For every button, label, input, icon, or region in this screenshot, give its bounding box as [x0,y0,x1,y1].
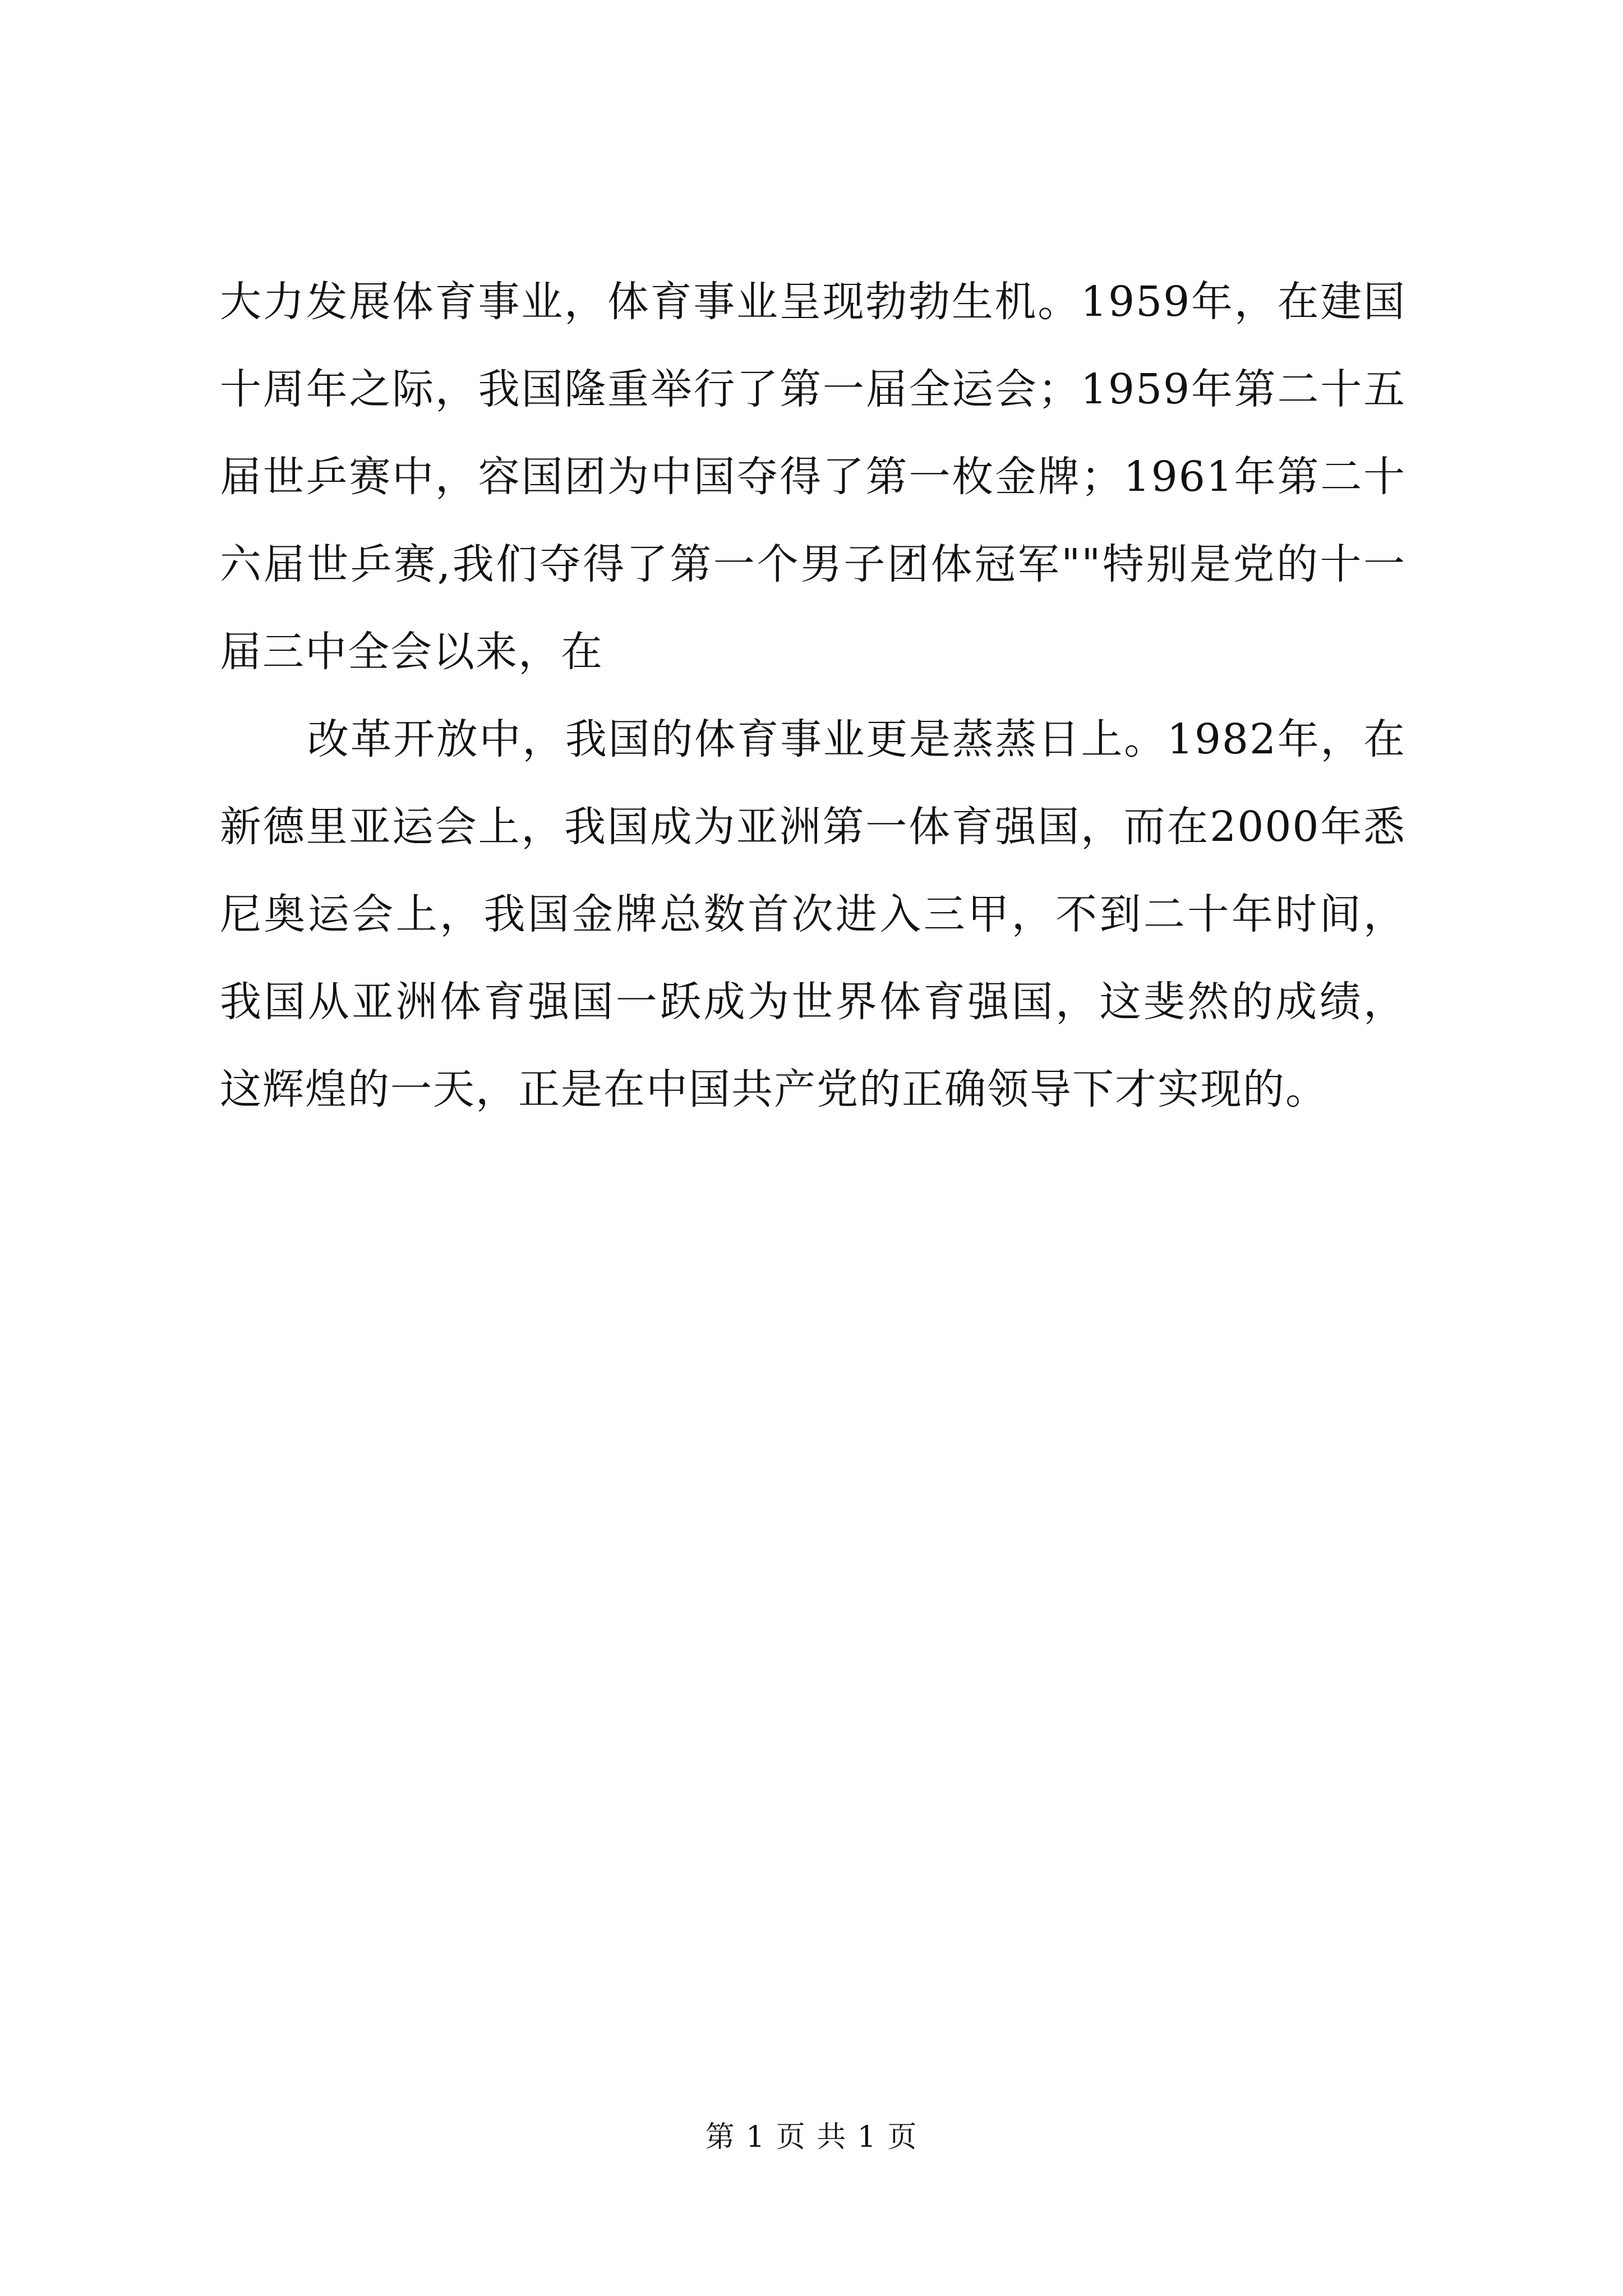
page-footer: 第 1 页 共 1 页 [705,2120,918,2154]
paragraph-1: 大力发展体育事业，体育事业呈现勃勃生机。1959年，在建国十周年之际，我国隆重举行了第一届全运会；1959年第二十五届世乒赛中，容国团为中国夺得了第一枚金牌；1961年第二十六届世乒赛,我们夺得了第一个男子团体冠军""特别是党的十一届三中全会以来，在 [220,278,1406,676]
paragraph-2: 改革开放中，我国的体育事业更是蒸蒸日上。1982年，在新德里亚运会上，我国成为亚洲第一体育强国，而在2000年悉尼奥运会上，我国金牌总数首次进入三甲，不到二十年时间，我国从亚洲体育强国一跃成为世界体育强国，这斐然的成绩，这辉煌的一天，正是在中国共产党的正确领导下才实现的。 [220,715,1406,1114]
document-body [220,258,1406,1133]
